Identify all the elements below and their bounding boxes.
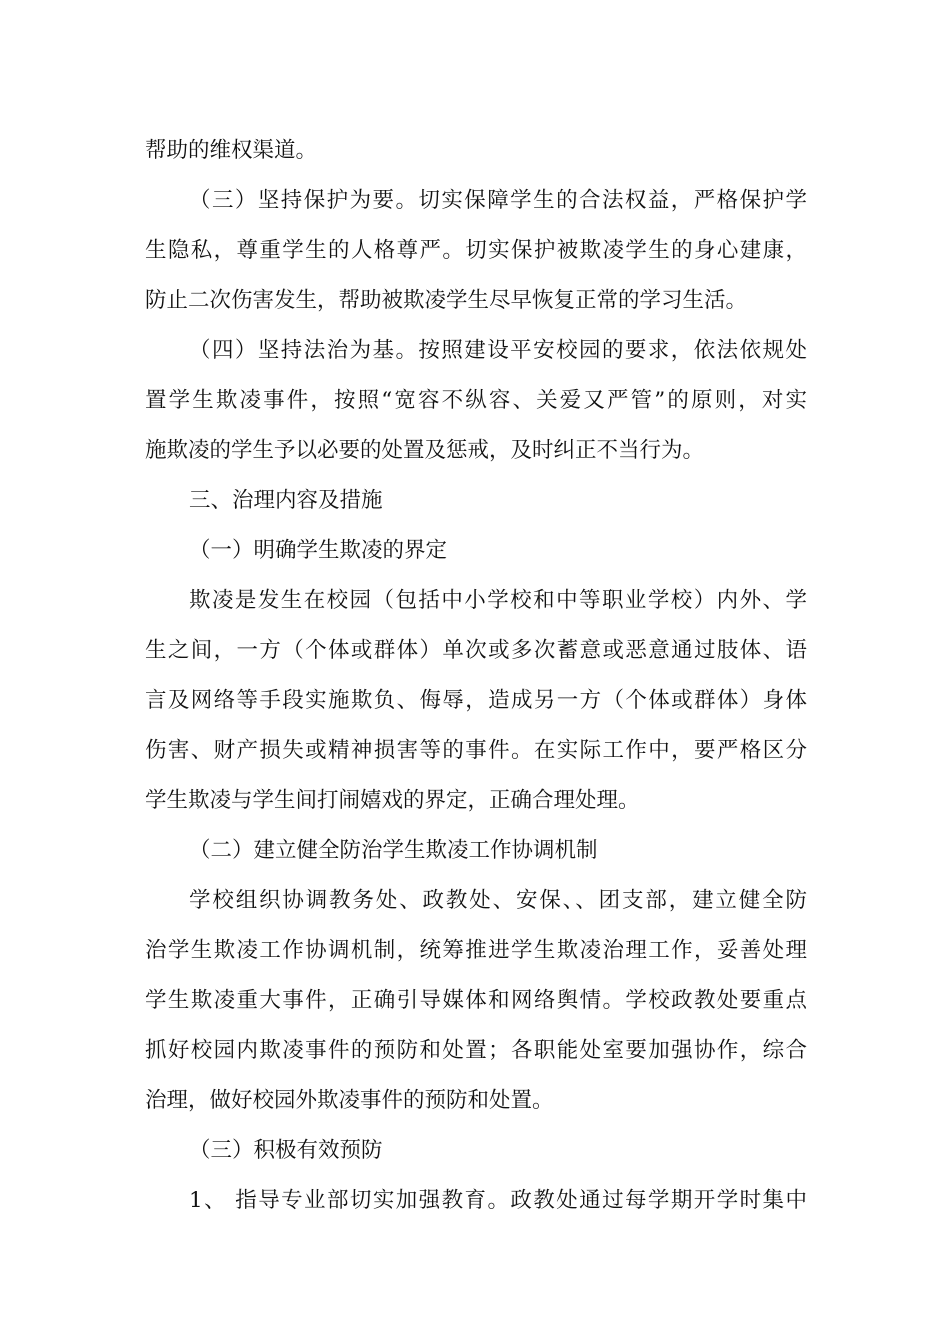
document-line: （三）坚持保护为要。切实保障学生的合法权益，严格保护学 <box>189 188 807 213</box>
document-line: 防止二次伤害发生，帮助被欺凌学生尽早恢复正常的学习生活。 <box>145 288 748 313</box>
document-line: 伤害、财产损失或精神损害等的事件。在实际工作中，要严格区分 <box>145 738 807 763</box>
document-line: 治学生欺凌工作协调机制，统筹推进学生欺凌治理工作，妥善处理 <box>145 938 807 963</box>
document-line: 施欺凌的学生予以必要的处置及惩戒，及时纠正不当行为。 <box>145 438 705 463</box>
document-body <box>145 126 807 1226</box>
document-line: 置学生欺凌事件，按照“宽容不纵容、关爱又严管”的原则，对实 <box>145 388 807 413</box>
document-line: 1、 指导专业部切实加强教育。政教处通过每学期开学时集中 <box>189 1188 807 1213</box>
document-line: 学生欺凌重大事件，正确引导媒体和网络舆情。学校政教处要重点 <box>145 988 807 1013</box>
document-line: （二）建立健全防治学生欺凌工作协调机制 <box>189 838 598 863</box>
document-line: 治理，做好校园外欺凌事件的预防和处置。 <box>145 1088 554 1113</box>
document-line: （一）明确学生欺凌的界定 <box>189 538 448 563</box>
document-line: （四）坚持法治为基。按照建设平安校园的要求，依法依规处 <box>189 338 807 363</box>
document-line: 三、治理内容及措施 <box>189 488 383 513</box>
document-line: 帮助的维权渠道。 <box>145 138 318 163</box>
document-line: 生隐私，尊重学生的人格尊严。切实保护被欺凌学生的身心建康， <box>145 238 807 263</box>
document-line: 学生欺凌与学生间打闹嬉戏的界定，正确合理处理。 <box>145 788 640 813</box>
document-line: 生之间，一方（个体或群体）单次或多次蓄意或恶意通过肢体、语 <box>145 638 807 663</box>
document-line: 学校组织协调教务处、政教处、安保、、团支部，建立健全防 <box>189 888 807 913</box>
document-line: 抓好校园内欺凌事件的预防和处置；各职能处室要加强协作，综合 <box>145 1038 807 1063</box>
document-line: 言及网络等手段实施欺负、侮辱，造成另一方（个体或群体）身体 <box>145 688 807 713</box>
document-line: 欺凌是发生在校园（包括中小学校和中等职业学校）内外、学 <box>189 588 807 613</box>
document-line: （三）积极有效预防 <box>189 1138 383 1163</box>
